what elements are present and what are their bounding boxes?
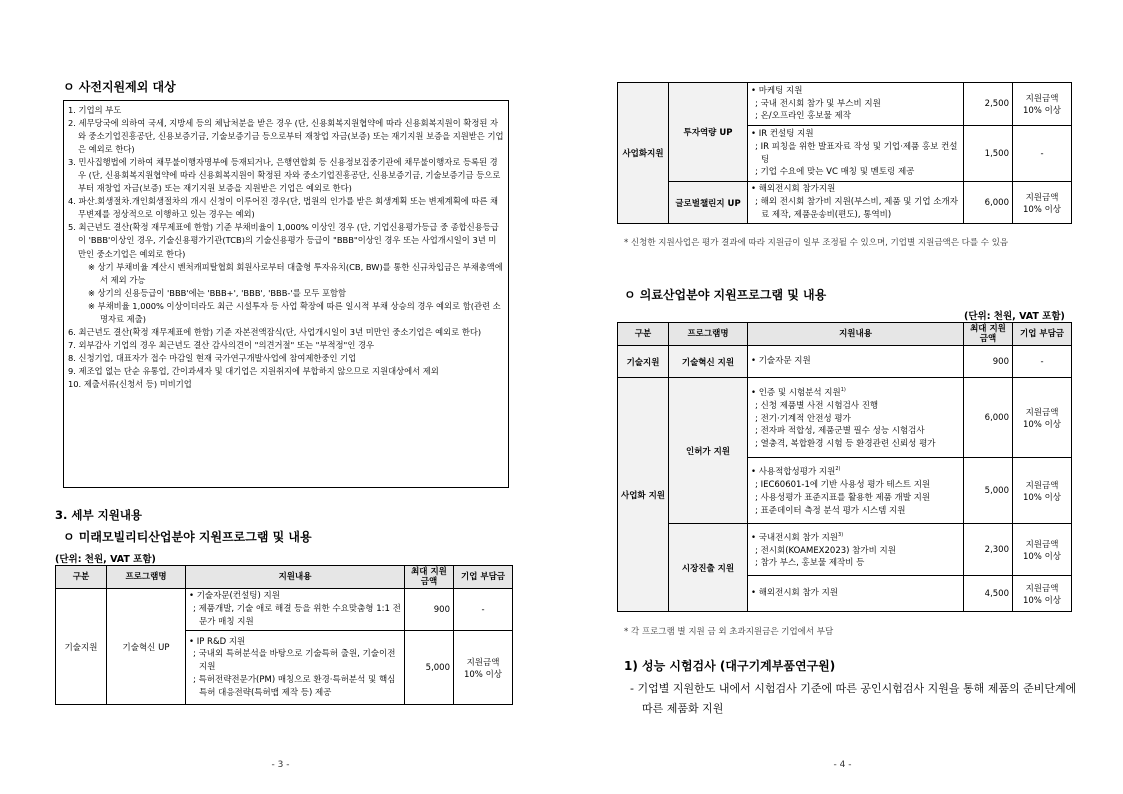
content-cell-0: • 기술자문(컨설팅) 지원 ; 제품개발, 기술 애로 해결 등을 위한 수요맞춤형 1:1 전문가 매칭 지원 [186,589,405,631]
exclusion-item-1: 2. 세무당국에 의하여 국세, 지방세 등의 체납처분을 받은 경우 (단, 신용회복지원협약에 따라 신용회복지원이 확정된 자와 중소기업진흥공단, 신용보증기금, 기술보증기금 등으로부터 재창업 자금(보증) 또는 재기지원 보증을 지원받은 기업은 예외로 한다) [68,118,504,155]
exclusion-note-1: ※ 상기의 신용등급이 'BBB'에는 'BBB+', 'BBB', 'BBB-'를 모두 포함함 [88,287,347,298]
exclusion-item-b-2: 8. 신청기업, 대표자가 접수 마감일 현재 국가연구개발사업에 참여제한중인 기업 [68,352,357,363]
amount-cell-1: 5,000 [405,631,454,705]
section-3-title: 3. 세부 지원내용 [55,508,143,522]
unit-label: (단위: 천원, VAT 포함) [964,311,1065,322]
content-ir: • IR 컨설팅 지원 ; IR 피칭을 위한 발표자료 작성 및 기업·제품 홍보 컨설팅 ; 기업 수요에 맞는 VC 매칭 및 멘토링 제공 [748,126,964,182]
exclusion-item-b-0: 6. 최근년도 결산(확정 재무제표에 한함) 기준 자본전액잠식(단, 사업개시일이 3년 미만인 중소기업은 예외로 한다) [68,326,482,337]
program-market: 시장진출 지원 [669,524,748,612]
th-max: 최대 지원금액 [405,566,454,589]
subsection-1-text: - 기업별 지원한도 내에서 시험검사 기준에 따른 공인시험검사 지원을 통해 제품의 준비단계에 따른 제품화 지원 [630,682,1077,715]
medical-table [617,322,1072,612]
program-cell-invest: 투자역량 UP [669,83,748,182]
amount-cell-0: 900 [405,589,454,631]
exclusion-item-2: 3. 민사집행법에 기하여 채무불이행자명부에 등재되거나, 은행연합회 등 신용정보집중기관에 채무불이행자로 등록된 경우 (단, 신용회복지원협약에 따라 신용회복지원이 확정된 자와 중소기업진흥공단, 신용보증기금, 기술보증기금 등으로부터 재창업 자금(보증) 또는 재기지원 보증을 지원받은 기업은 예외로 한다) [68,157,501,194]
exclusion-note-0: ※ 상기 부채비율 계산시 벤처캐피탈협회 회원사로부터 대출형 투자유치(CB, BW)를 통한 신규차입금은 부채총액에서 제외 가능 [88,261,503,285]
th-content: 지원내용 [186,566,405,589]
program-cell-global: 글로벌챌린지 UP [669,182,748,224]
amount-overseas: 6,000 [964,182,1013,224]
content-usability: • 사용적합성평가 지원$^{2)}$ ; IEC60601-1에 기반 사용성 평가 테스트 지원 ; 사용성평가 표준지표를 활용한 제품 개발 지원 ; 표준데이터 측정 분석 평가 시스템 지원 [748,458,964,524]
category-cell: 기술지원 [56,589,107,705]
page-number: - 4 - [833,760,852,770]
page-3 [0,0,561,794]
burden-cert: 지원금액 10% 이상 [1013,378,1072,458]
amount-ir: 1,500 [964,126,1013,182]
burden-tech: - [1013,346,1072,378]
burden-ir: - [1013,126,1072,182]
program-tech: 기술혁신 지원 [669,346,748,378]
page-number: - 3 - [271,760,290,770]
burden-cell-0: - [454,589,513,631]
th-burden: 기업 부담금 [1013,323,1072,346]
program-cell: 기술혁신 UP [107,589,186,705]
th-program: 프로그램명 [107,566,186,589]
content-overseas-expo: • 해외전시회 참가 지원 [748,576,964,612]
biz-support-table [617,82,1072,224]
amount-cert: 6,000 [964,378,1013,458]
burden-cell-1: 지원금액 10% 이상 [454,631,513,705]
category-tech: 기술지원 [618,346,669,378]
th-max: 최대 지원금액 [964,323,1013,346]
mobility-table [55,565,513,705]
content-overseas: • 해외전시회 참가지원 ; 해외 전시회 참가비 지원(부스비, 제품 및 기업 소개자료 제작, 제품운송비(편도), 통역비) [748,182,964,224]
content-tech: • 기술자문 지원 [748,346,964,378]
section-title-exclusions: ㅇ 사전지원제외 대상 [63,80,176,94]
th-program: 프로그램명 [669,323,748,346]
exclusion-item-0: 1. 기업의 부도 [68,105,122,115]
subsection-1-title: 1) 성능 시험검사 (대구기계부품연구원) [624,659,836,673]
exclusion-note-2: ※ 부채비율 1,000% 이상이더라도 최근 시설투자 등 사업 확장에 따른 일시적 부채 상승의 경우 예외로 함(관련 소명자료 제출) [88,300,501,324]
footnote-2: * 각 프로그램 별 지원 금 외 초과지원금은 기업에서 부담 [624,627,834,637]
category-cell: 사업화지원 [618,83,669,224]
th-category: 구분 [56,566,107,589]
amount-usability: 5,000 [964,458,1013,524]
burden-usability: 지원금액 10% 이상 [1013,458,1072,524]
exclusion-item-3: 4. 파산.회생절차.개인회생절차의 개시 신청이 이루어진 경우(단, 법원의 인가를 받은 회생계획 또는 변제계획에 따른 채무변제를 정상적으로 이행하고 있는 경우는 예외) [68,196,499,220]
th-burden: 기업 부담금 [454,566,513,589]
section-3-subtitle: ㅇ 미래모빌리티산업분야 지원프로그램 및 내용 [63,530,312,544]
exclusion-item-b-1: 7. 외부감사 기업의 경우 최근년도 결산 감사의견이 "의견거절" 또는 "부적정"인 경우 [68,339,375,350]
exclusion-item-b-3: 9. 제조업 없는 단순 유통업, 간이과세자 및 대기업은 지원취지에 부합하지 않으므로 지원대상에서 제외 [68,365,439,376]
burden-marketing: 지원금액 10% 이상 [1013,83,1072,126]
content-cell-1: • IP R&D 지원 ; 국내외 특허분석을 바탕으로 기술특허 출원, 기술이전 지원 ; 특허전략전문가(PM) 매칭으로 환경·특허분석 및 핵심특허 대응전략(특허맵 제작 등) 제공 [186,631,405,705]
amount-marketing: 2,500 [964,83,1013,126]
amount-tech: 900 [964,346,1013,378]
section-title-medical: ㅇ 의료산업분야 지원프로그램 및 내용 [624,288,827,302]
exclusion-item-4: 5. 최근년도 결산(확정 재무제표에 한함) 기준 부채비율이 1,000% 이상인 경우 (단, 기업신용평가등급 중 종합신용등급이 'BBB'이상인 경우, 기술신용평가기관(TCB)의 기술신용평가 등급이 "BBB"이상인 경우 또는 사업개시일이 3년 미만인 중소기업은 예외로 한다) [68,222,499,259]
exclusion-box [63,100,509,488]
content-marketing: • 마케팅 지원 ; 국내 전시회 참가 및 부스비 지원 ; 온/오프라인 홍보물 제작 [748,83,964,126]
burden-overseas: 지원금액 10% 이상 [1013,182,1072,224]
footnote-1: * 신청한 지원사업은 평가 결과에 따라 지원금이 일부 조정될 수 있으며, 기업별 지원금액은 다를 수 있음 [624,238,1009,248]
burden-overseas-expo: 지원금액 10% 이상 [1013,576,1072,612]
program-license: 인허가 지원 [669,378,748,524]
exclusion-item-b-4: 10. 제출서류(신청서 등) 미비기업 [68,378,192,389]
content-cert: • 인증 및 시험분석 지원$^{1)}$ ; 신청 제품별 사전 시험검사 진행 ; 전기·기계적 안전성 평가 ; 전자파 적합성, 제품군별 필수 성능 시험검사 ; 열충격, 복합환경 시험 등 환경관련 신뢰성 평가 [748,378,964,458]
category-biz: 사업화 지원 [618,378,669,612]
burden-domestic-expo: 지원금액 10% 이상 [1013,524,1072,576]
th-category: 구분 [618,323,669,346]
content-domestic-expo: • 국내전시회 참가 지원$^{3)}$ ; 전시회(KOAMEX2023) 참가비 지원 ; 참가 부스, 홍보물 제작비 등 [748,524,964,576]
th-content: 지원내용 [748,323,964,346]
page-4 [562,0,1123,794]
unit-label: (단위: 천원, VAT 포함) [55,554,156,565]
amount-domestic-expo: 2,300 [964,524,1013,576]
amount-overseas-expo: 4,500 [964,576,1013,612]
